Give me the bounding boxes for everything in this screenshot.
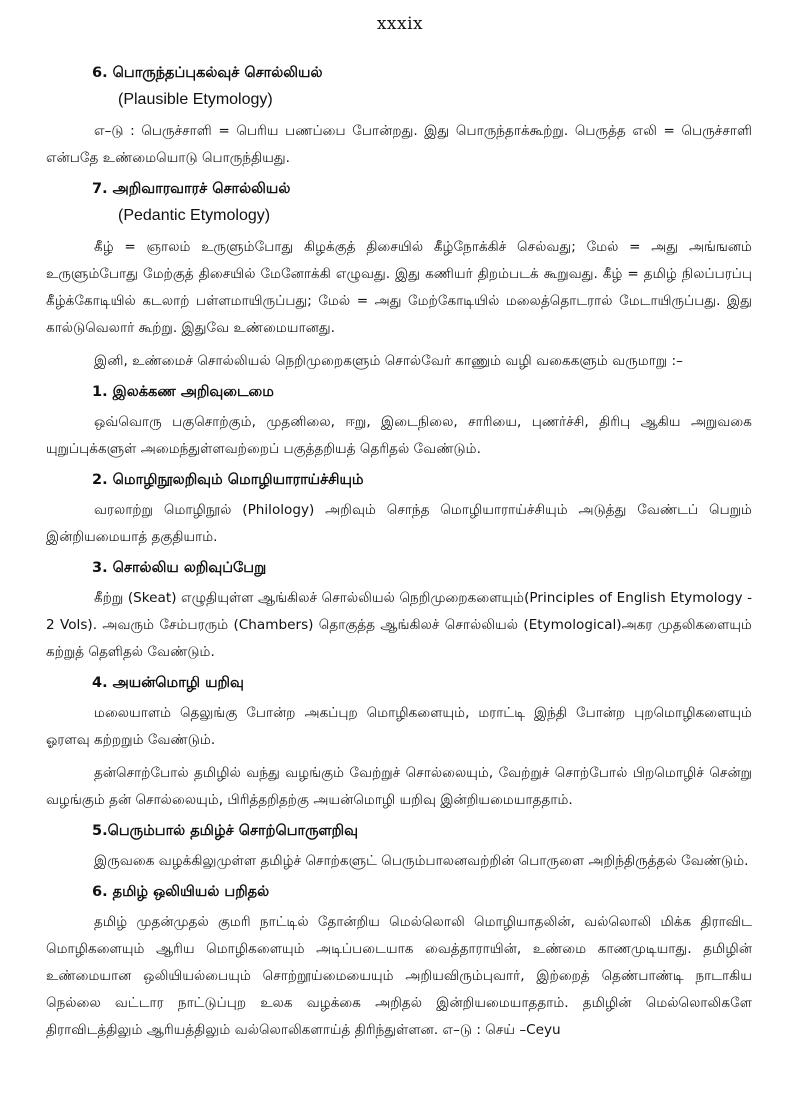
page-body bbox=[46, 62, 752, 1044]
paragraph: தமிழ் முதன்முதல் குமரி நாட்டில் தோன்றிய மெல்லொலி மொழியாதலின், வல்லொலி மிக்க திராவிட மொழிகளையும் ஆரிய மொழிகளையும் அடிப்படையாக வைத்தாராயின், உண்மை காணமுடியாது. தமிழின் உண்மையான ஒலியியல்பையும் சொற்றூய்மையையும் அறியவிரும்புவார், இற்றைத் தெண்பாண்டி நாடாகிய நெல்லை வட்டார நாட்டுப்புற உலக வழக்கை அறிதல் இன்றியமையாததாம். தமிழின் மெல்லொலிகளே திராவிடத்திலும் ஆரியத்திலும் வல்லொலிகளாய்த் திரிந்துள்ளன. எ–டு : செய் –Ceyu bbox=[46, 914, 752, 1038]
rule-heading-3: 3. சொல்லிய லறிவுப்பேறு bbox=[92, 560, 267, 576]
section-subtitle-plausible-etymology: (Plausible Etymology) bbox=[118, 91, 273, 108]
rule-heading-6: 6. தமிழ் ஒலியியல் பறிதல் bbox=[92, 884, 270, 900]
paragraph: கீழ் = ஞாலம் உருளும்போது கிழக்குத் திசையில் கீழ்நோக்கிச் செல்வது; மேல் = அது அங்ஙனம் உருளும்போது மேற்குத் திசையில் மேனோக்கி எழுவது. இது கணியர் திறம்படக் கூறுவது. கீழ் = தமிழ் நிலப்பரப்பு கீழ்க்கோடியில் கடலாற் பள்ளமாயிருப்பது; மேல் = அது மேற்கோடியில் மலைத்தொடரால் மேடாயிருப்பது. இது கால்டுவெலார் கூற்று. இதுவே உண்மையானது. bbox=[46, 239, 752, 336]
page-number: xxxix bbox=[376, 14, 424, 34]
intro-paragraph: இனி, உண்மைச் சொல்லியல் நெறிமுறைகளும் சொல்வேர் காணும் வழி வகைகளும் வருமாறு :– bbox=[94, 353, 683, 369]
section-subtitle-pedantic-etymology: (Pedantic Etymology) bbox=[118, 207, 271, 224]
paragraph: கீற்று (Skeat) எழுதியுள்ள ஆங்கிலச் சொல்லியல் நெறிமுறைகளையும்(Principles of English Etymology - 2 Vols). அவரும் சேம்பரரும் (Chambers) தொகுத்த ஆங்கிலச் சொல்லியல் (Etymological)அகர முதலிகளையும் கற்றுத் தெளிதல் வேண்டும். bbox=[46, 590, 752, 660]
paragraph: எ–டு : பெருச்சாளி = பெரிய பணப்பை போன்றது. இது பொருந்தாக்கூற்று. பெருத்த எலி = பெருச்சாளி என்பதே உண்மையொடு பொருந்தியது. bbox=[46, 123, 752, 166]
paragraph: தன்சொற்போல் தமிழில் வந்து வழங்கும் வேற்றுச் சொல்லையும், வேற்றுச் சொற்போல் பிறமொழிச் சென்று வழங்கும் தன் சொல்லையும், பிரித்தறிதற்கு அயன்மொழி யறிவு இன்றியமையாததாம். bbox=[46, 765, 752, 808]
section-heading-plausible-etymology: 6. பொருந்தப்புகல்வுச் சொல்லியல் bbox=[92, 65, 323, 81]
rule-heading-4: 4. அயன்மொழி யறிவு bbox=[92, 675, 244, 691]
paragraph: மலையாளம் தெலுங்கு போன்ற அகப்புற மொழிகளையும், மராட்டி இந்தி போன்ற புறமொழிகளையும் ஓரளவு கற்றறும் வேண்டும். bbox=[46, 705, 752, 748]
paragraph: வரலாற்று மொழிநூல் (Philology) அறிவும் சொந்த மொழியாராய்ச்சியும் அடுத்து வேண்டப் பெறும் இன்றியமையாத் தகுதியாம். bbox=[46, 502, 752, 545]
rule-heading-2: 2. மொழிநூலறிவும் மொழியாராய்ச்சியும் bbox=[92, 472, 364, 488]
paragraph: ஒவ்வொரு பகுசொற்கும், முதனிலை, ஈறு, இடைநிலை, சாரியை, புணர்ச்சி, திரிபு ஆகிய அறுவகை யுறுப்புக்களுள் அமைந்துள்ளவற்றைப் பகுத்தறியத் தெரிதல் வேண்டும். bbox=[46, 414, 752, 457]
rule-heading-5: 5.பெரும்பால் தமிழ்ச் சொற்பொருளறிவு bbox=[92, 823, 358, 839]
rule-heading-1: 1. இலக்கண அறிவுடைமை bbox=[92, 384, 274, 400]
section-heading-pedantic-etymology: 7. அறிவாரவாரச் சொல்லியல் bbox=[92, 181, 291, 197]
paragraph: இருவகை வழக்கிலுமுள்ள தமிழ்ச் சொற்களுட் பெரும்பாலனவற்றின் பொருளை அறிந்திருத்தல் வேண்டும். bbox=[94, 853, 749, 869]
